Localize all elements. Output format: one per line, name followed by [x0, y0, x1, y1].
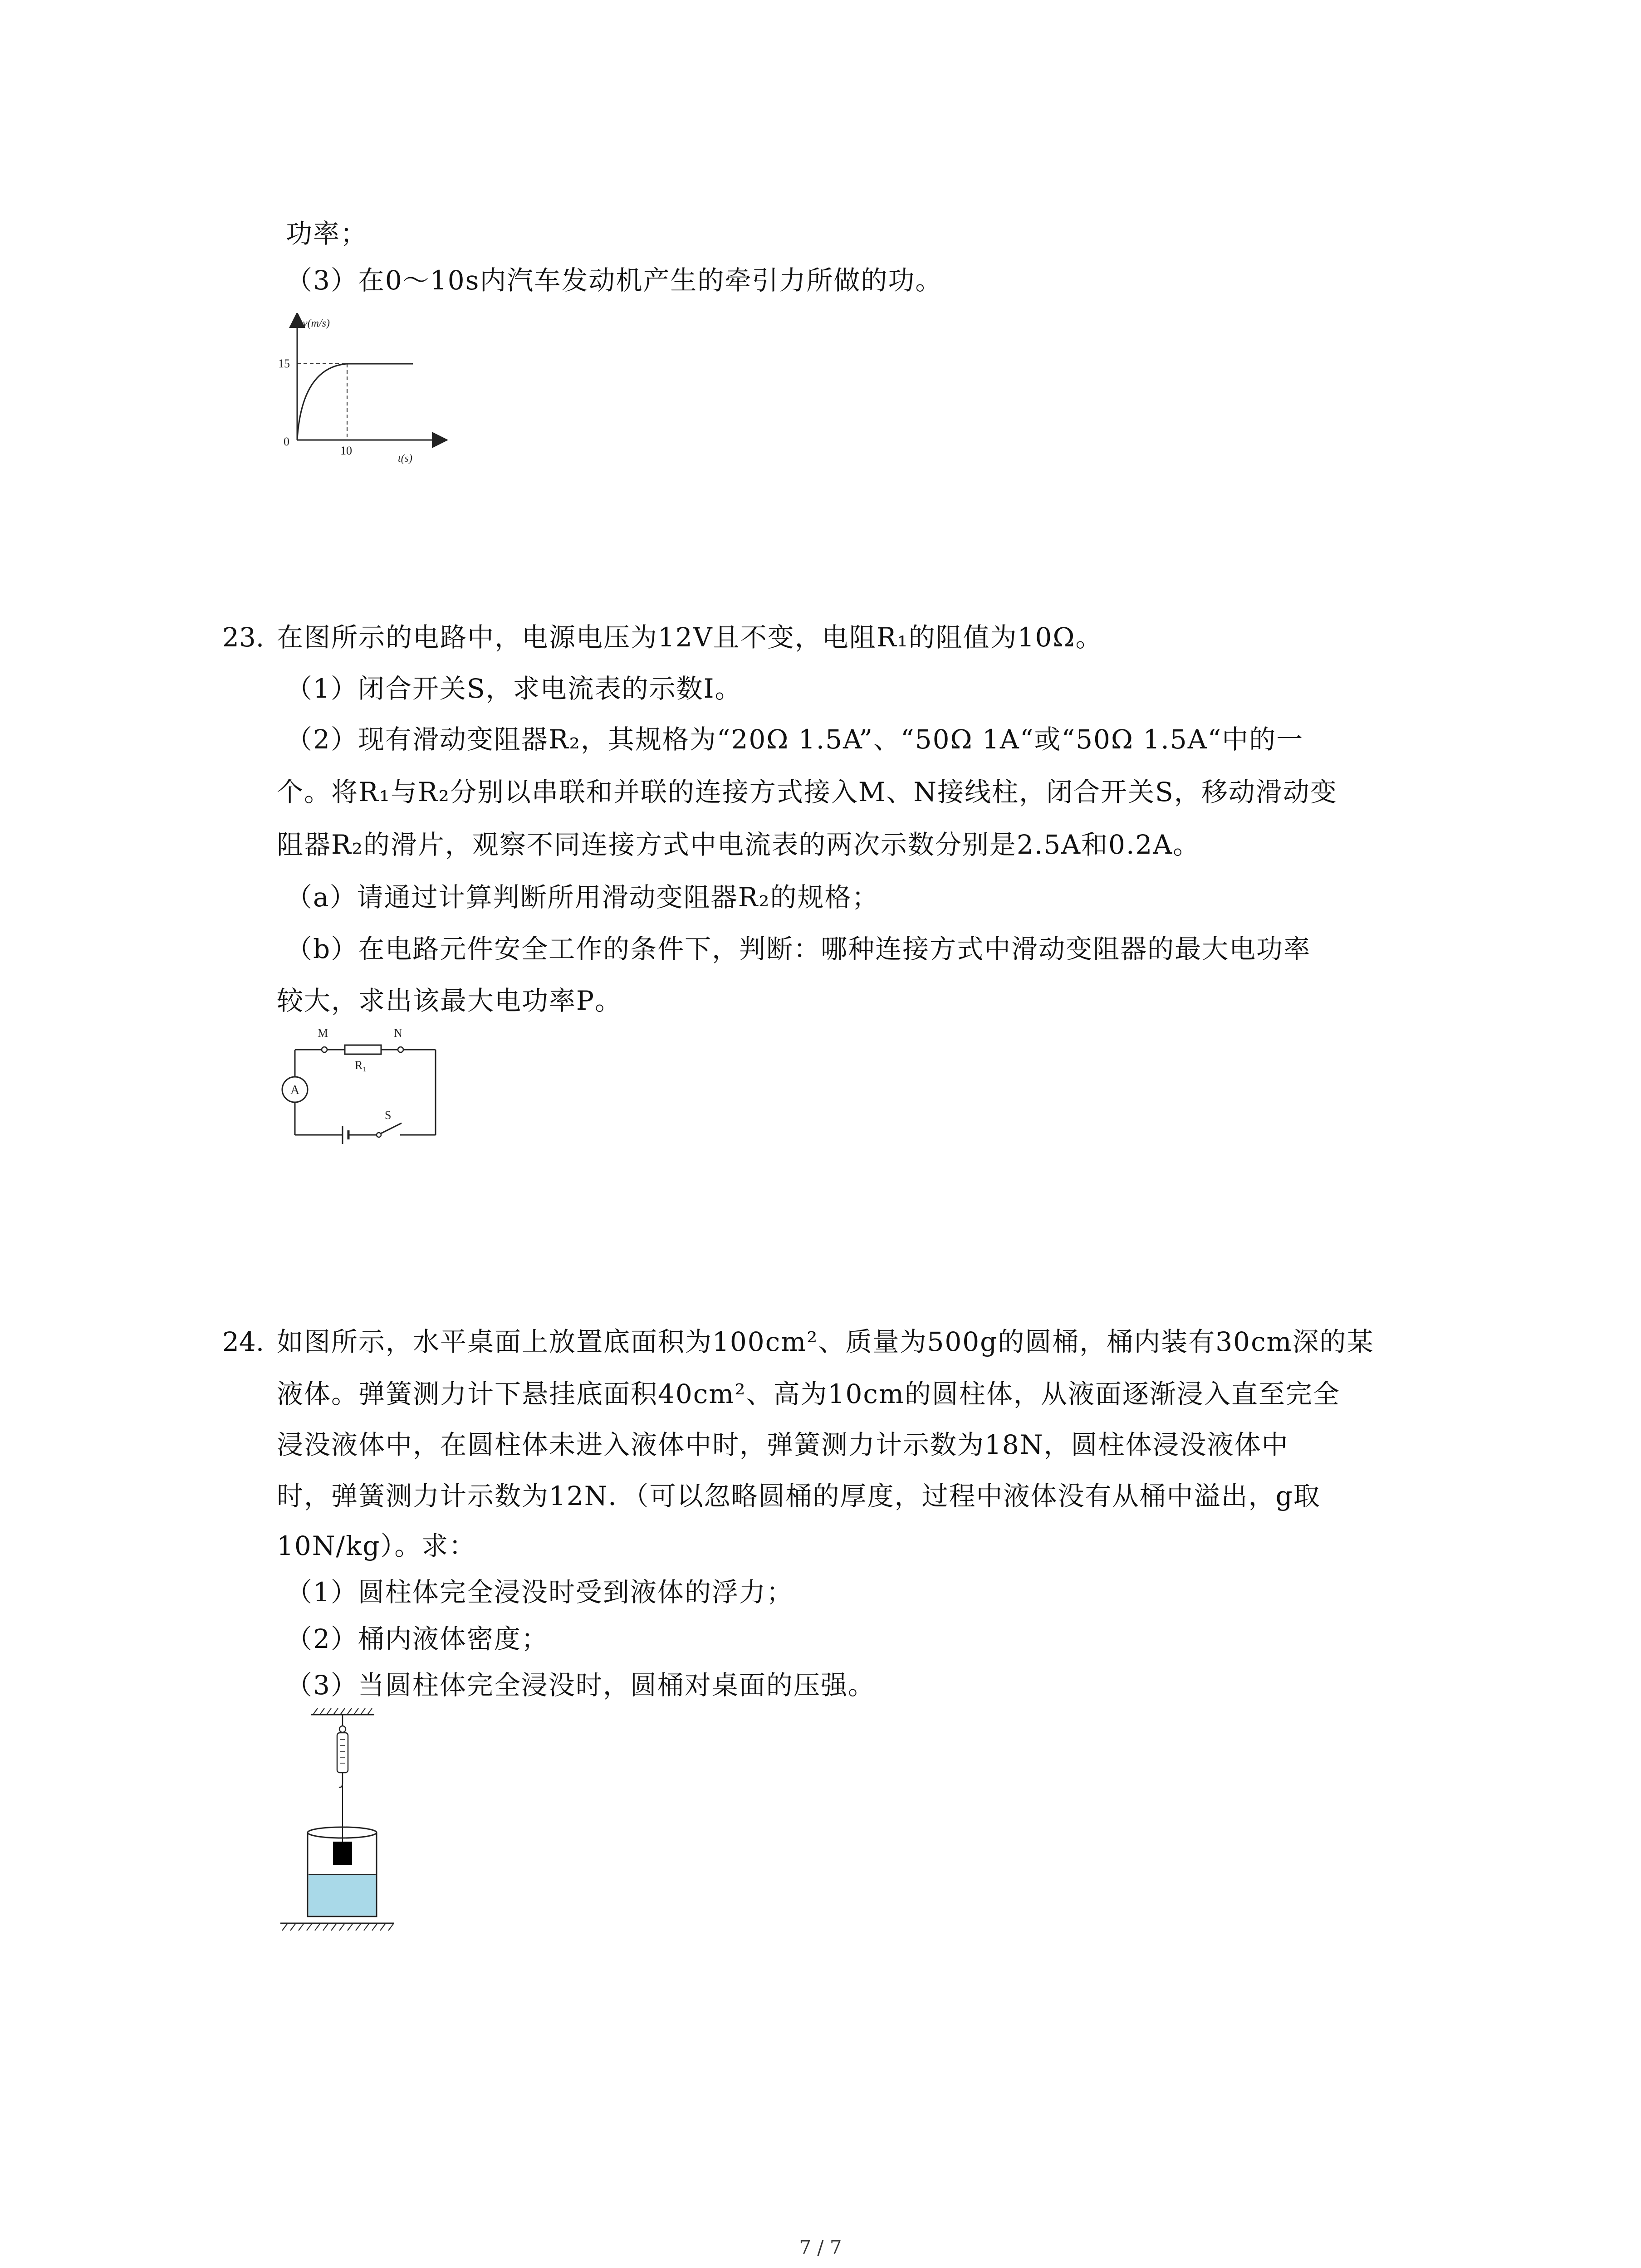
q22-velocity-curve: [297, 364, 413, 440]
q24-part2: （2）桶内液体密度；: [286, 1623, 549, 1654]
q23-switch-blade: [381, 1123, 402, 1134]
q24-number: 24.: [222, 1326, 265, 1357]
q24-part1: （1）圆柱体完全浸没时受到液体的浮力；: [286, 1577, 794, 1608]
q22-continuation: 功率；: [286, 218, 368, 249]
q22-y-axis-label: v(m/s): [303, 318, 330, 329]
q23-switch-label: S: [385, 1109, 392, 1122]
q24-table-hatching: [282, 1923, 394, 1931]
q23-part2-line2: 个。将R₁与R₂分别以串联和并联的连接方式接入M、N接线柱，闭合开关S，移动滑动变: [277, 777, 1337, 807]
q23-resistor-label: R₁: [355, 1059, 367, 1072]
q23-number: 23.: [222, 622, 265, 653]
q23-circuit-diagram: [272, 1026, 454, 1144]
q23-terminal-m-label: M: [318, 1026, 328, 1040]
q22-origin-label: 0: [284, 435, 289, 448]
q24-line3: 浸没液体中，在圆柱体未进入液体中时，弹簧测力计示数为18N，圆柱体浸没液体中: [277, 1429, 1289, 1460]
q22-x-axis-label: t(s): [398, 453, 412, 464]
q23-part-b-line2: 较大，求出该最大电功率P。: [277, 985, 622, 1016]
q24-line4: 时，弹簧测力计示数为12N．（可以忽略圆桶的厚度，过程中液体没有从桶中溢出，g取: [277, 1481, 1321, 1511]
q24-ceiling-hatching: [313, 1708, 372, 1715]
q24-top-ring: [339, 1726, 346, 1732]
page-number: 7 / 7: [799, 2236, 842, 2258]
q23-part-b-line1: （b）在电路元件安全工作的条件下，判断：哪种连接方式中滑动变阻器的最大电功率: [286, 934, 1311, 964]
q23-resistor-r1: [345, 1045, 381, 1054]
q24-cylinder: [333, 1842, 352, 1865]
q22-x-tick-10: 10: [340, 444, 352, 457]
q24-line5: 10N/kg）。求：: [277, 1530, 476, 1561]
q24-liquid: [309, 1874, 376, 1916]
q23-terminal-m: [322, 1047, 327, 1052]
q22-part3: （3）在0～10s内汽车发动机产生的牵引力所做的功。: [286, 265, 943, 296]
q23-switch-pivot: [377, 1133, 381, 1137]
q24-hook: [339, 1773, 343, 1787]
q24-line2: 液体。弹簧测力计下悬挂底面积40cm²、高为10cm的圆柱体，从液面逐渐浸入直至完全: [277, 1378, 1340, 1409]
q23-terminal-n-label: N: [394, 1026, 402, 1040]
q24-part3: （3）当圆柱体完全浸没时，圆桶对桌面的压强。: [286, 1670, 875, 1701]
q24-spring-scale: [337, 1733, 348, 1773]
q23-part1: （1）闭合开关S，求电流表的示数I。: [286, 673, 742, 704]
q22-y-tick-15: 15: [278, 357, 290, 370]
q23-stem: 在图所示的电路中，电源电压为12V且不变，电阻R₁的阻值为10Ω。: [277, 622, 1103, 653]
q23-part2-line1: （2）现有滑动变阻器R₂，其规格为“20Ω 1.5A”、“50Ω 1A“或“50Ω 1.5A“中的一: [286, 724, 1304, 755]
q23-terminal-n: [398, 1047, 403, 1052]
q23-part2-line3: 阻器R₂的滑片，观察不同连接方式中电流表的两次示数分别是2.5A和0.2A。: [277, 829, 1200, 860]
q22-velocity-time-graph: [270, 313, 451, 467]
q24-line1: 如图所示，水平桌面上放置底面积为100cm²、质量为500g的圆桶，桶内装有30cm深的某: [277, 1326, 1374, 1357]
q23-part-a: （a）请通过计算判断所用滑动变阻器R₂的规格；: [286, 882, 879, 913]
q23-ammeter-label: A: [290, 1083, 300, 1097]
q24-apparatus-diagram: [272, 1706, 408, 1950]
